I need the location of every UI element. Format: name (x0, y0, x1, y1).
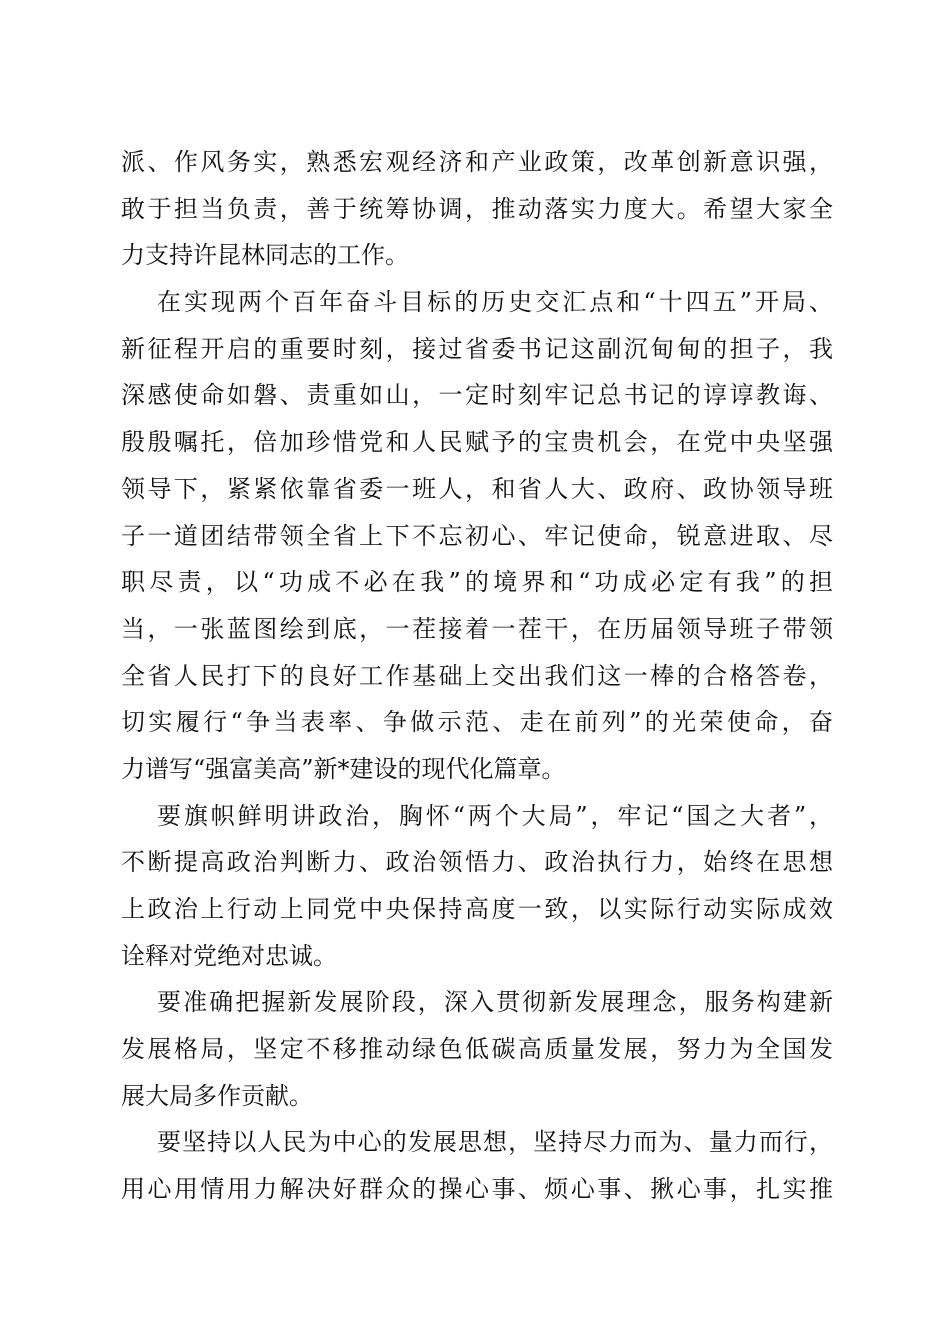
paragraph (121, 139, 833, 279)
text-line: 力支持许昆林同志的工作。 (121, 241, 409, 270)
paragraph (121, 1119, 833, 1212)
text-line: 切实履行“争当表率、争做示范、走在前列”的光荣使命，奋 (121, 708, 833, 737)
text-line: 当，一张蓝图绘到底，一茬接着一茬干，在历届领导班子带领 (121, 614, 833, 643)
text-line: 派、作风务实，熟悉宏观经济和产业政策，改革创新意识强， (121, 148, 833, 176)
text-line: 全省人民打下的良好工作基础上交出我们这一棒的合格答卷， (121, 661, 833, 690)
text-line: 要坚持以人民为中心的发展思想，坚持尽力而为、量力而行， (157, 1128, 833, 1157)
text-line: 职尽责，以“功成不必在我”的境界和“功成必定有我”的担 (121, 568, 833, 597)
text-line: 力谱写“强富美高”新*建设的现代化篇章。 (121, 754, 566, 783)
text-line: 要旗帜鲜明讲政治，胸怀“两个大局”，牢记“国之大者”， (157, 801, 833, 830)
text-line: 在实现两个百年奋斗目标的历史交汇点和“十四五”开局、 (157, 288, 833, 317)
text-line: 发展格局，坚定不移推动绿色低碳高质量发展，努力为全国发 (121, 1035, 833, 1064)
text-line: 深感使命如磐、责重如山，一定时刻牢记总书记的谆谆教诲、 (121, 381, 833, 410)
paragraph (121, 279, 833, 793)
text-line: 殷殷嘱托，倍加珍惜党和人民赋予的宝贵机会，在党中央坚强 (121, 428, 833, 457)
text-line: 诠释对党绝对忠诚。 (121, 941, 337, 970)
text-line: 用心用情用力解决好群众的操心事、烦心事、揪心事，扎实推 (121, 1175, 833, 1204)
text-line: 要准确把握新发展阶段，深入贯彻新发展理念，服务构建新 (157, 988, 833, 1017)
text-line: 领导下，紧紧依靠省委一班人，和省人大、政府、政协领导班 (121, 474, 833, 503)
paragraph (121, 979, 833, 1119)
text-line: 不断提高政治判断力、政治领悟力、政治执行力，始终在思想 (121, 848, 833, 877)
paragraph (121, 793, 833, 980)
text-line: 子一道团结带领全省上下不忘初心、牢记使命，锐意进取、尽 (121, 521, 833, 550)
text-line: 新征程开启的重要时刻，接过省委书记这副沉甸甸的担子，我 (121, 334, 833, 363)
text-line: 上政治上行动上同党中央保持高度一致，以实际行动实际成效 (121, 895, 833, 923)
text-line: 敢于担当负责，善于统筹协调，推动落实力度大。希望大家全 (121, 194, 833, 223)
document-body (121, 139, 833, 1213)
text-line: 展大局多作贡献。 (121, 1081, 313, 1110)
